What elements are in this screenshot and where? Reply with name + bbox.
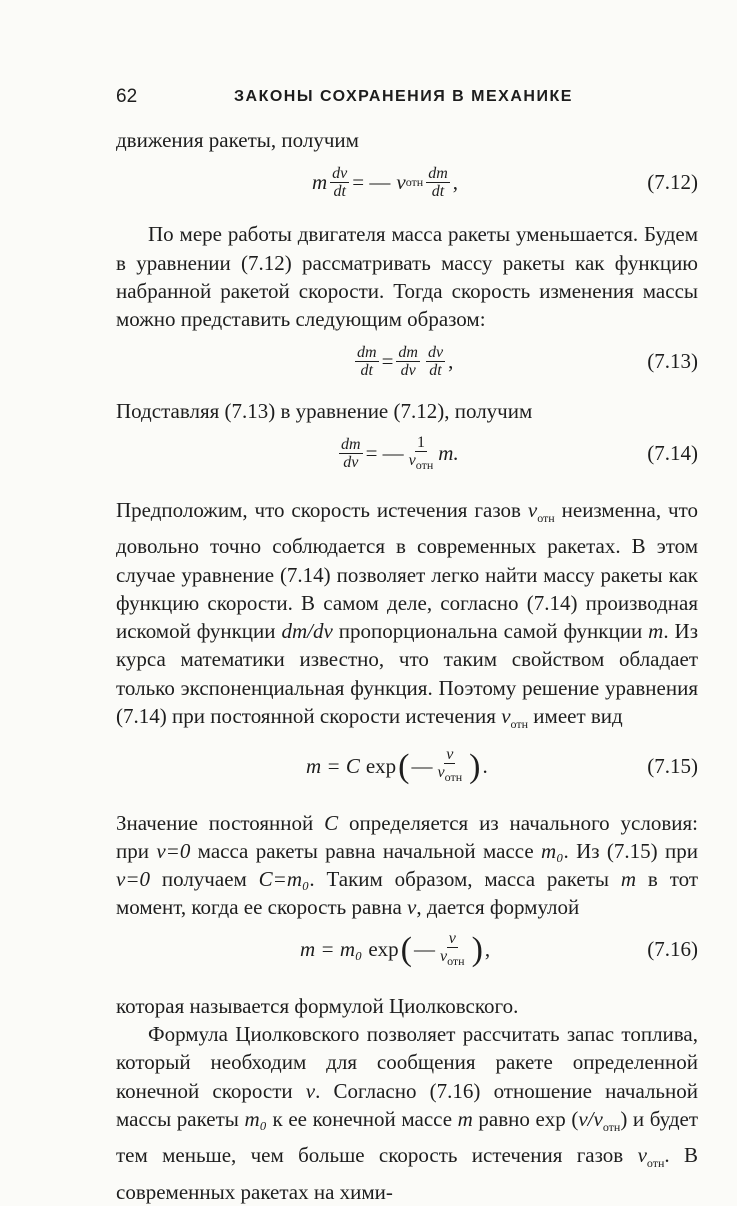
equation-7-16: m = m₀ exp ( — $\frac{v}{v_{отн}}$ ) , (7.16) (116, 922, 698, 978)
paragraph-2: По мере работы двигателя масса ракеты уменьшается. Будем в уравнении (7.12) рассматривать массу ракеты как функцию набранной ракетой скорости. Тогда скорость изменения массы можно представить следующим образом: (116, 222, 698, 332)
book-page (116, 82, 698, 1206)
equation-number: (7.12) (647, 169, 698, 194)
paragraph-1: движения ракеты, получим (116, 128, 359, 152)
equation-number: (7.13) (647, 348, 698, 373)
equation-7-15: m = C exp ( — $\frac{v}{v_{отн}}$ ) . (7.15) (116, 739, 698, 795)
paragraph-6: которая называется формулой Циолковского. (116, 993, 519, 1018)
equation-7-14: $\frac{dm}{dv}$ = — $\frac{1}{v_{отн}}$ m. (7.14) (116, 426, 698, 482)
equation-7-12: m $\frac{dv}{dt}$ = — v отн $\frac{dm}{dt}$ , (7.12) (116, 154, 698, 210)
paragraph-3: Подставляя (7.13) в уравнение (7.12), получим (116, 399, 533, 424)
equation-number: (7.15) (647, 754, 698, 779)
equation-number: (7.16) (647, 937, 698, 962)
paragraph-7: Формула Циолковского позволяет рассчитать запас топлива, который необходим для сообщения ракете определенной конечной скорости v. Согласно (7.16) отношение начальной массы ракеты m₀ к ее конечной массе m равно $\exp (v/v_{отн})$ и будет тем меньше, чем больше скорость истечения газов $v_{отн}$. В современных ракетах на хими- (116, 1022, 699, 1204)
page-header (116, 82, 698, 112)
equation-7-13: $\frac{dm}{dt}$ = $\frac{dm}{dv}$ $\frac{dv}{dt}$ , (7.13) (116, 333, 698, 389)
equation-number: (7.14) (647, 441, 698, 466)
page-number: 62 (116, 86, 138, 107)
running-title: ЗАКОНЫ СОХРАНЕНИЯ В МЕХАНИКЕ (234, 88, 573, 105)
paragraph-4: Предположим, что скорость истечения газов $v_{отн}$ неизменна, что довольно точно соблюдается в современных ракетах. В этом случае уравнение (7.14) позволяет легко найти массу ракеты как функцию скорости. В самом деле, согласно (7.14) производная искомой функции dm/dv пропорциональна самой функции m. Из курса математики известно, что таким свойством обладает только экспоненциальная функция. Поэтому решение уравнения (7.14) при постоянной скорости истечения $v_{отн}$ имеет вид (116, 497, 699, 732)
paragraph-5: Значение постоянной C определяется из начального условия: при v=0 масса ракеты равна начальной массе m₀. Из (7.15) при v=0 получаем C=m₀. Таким образом, масса ракеты m в тот момент, когда ее скорость равна v, дается формулой (116, 810, 699, 920)
